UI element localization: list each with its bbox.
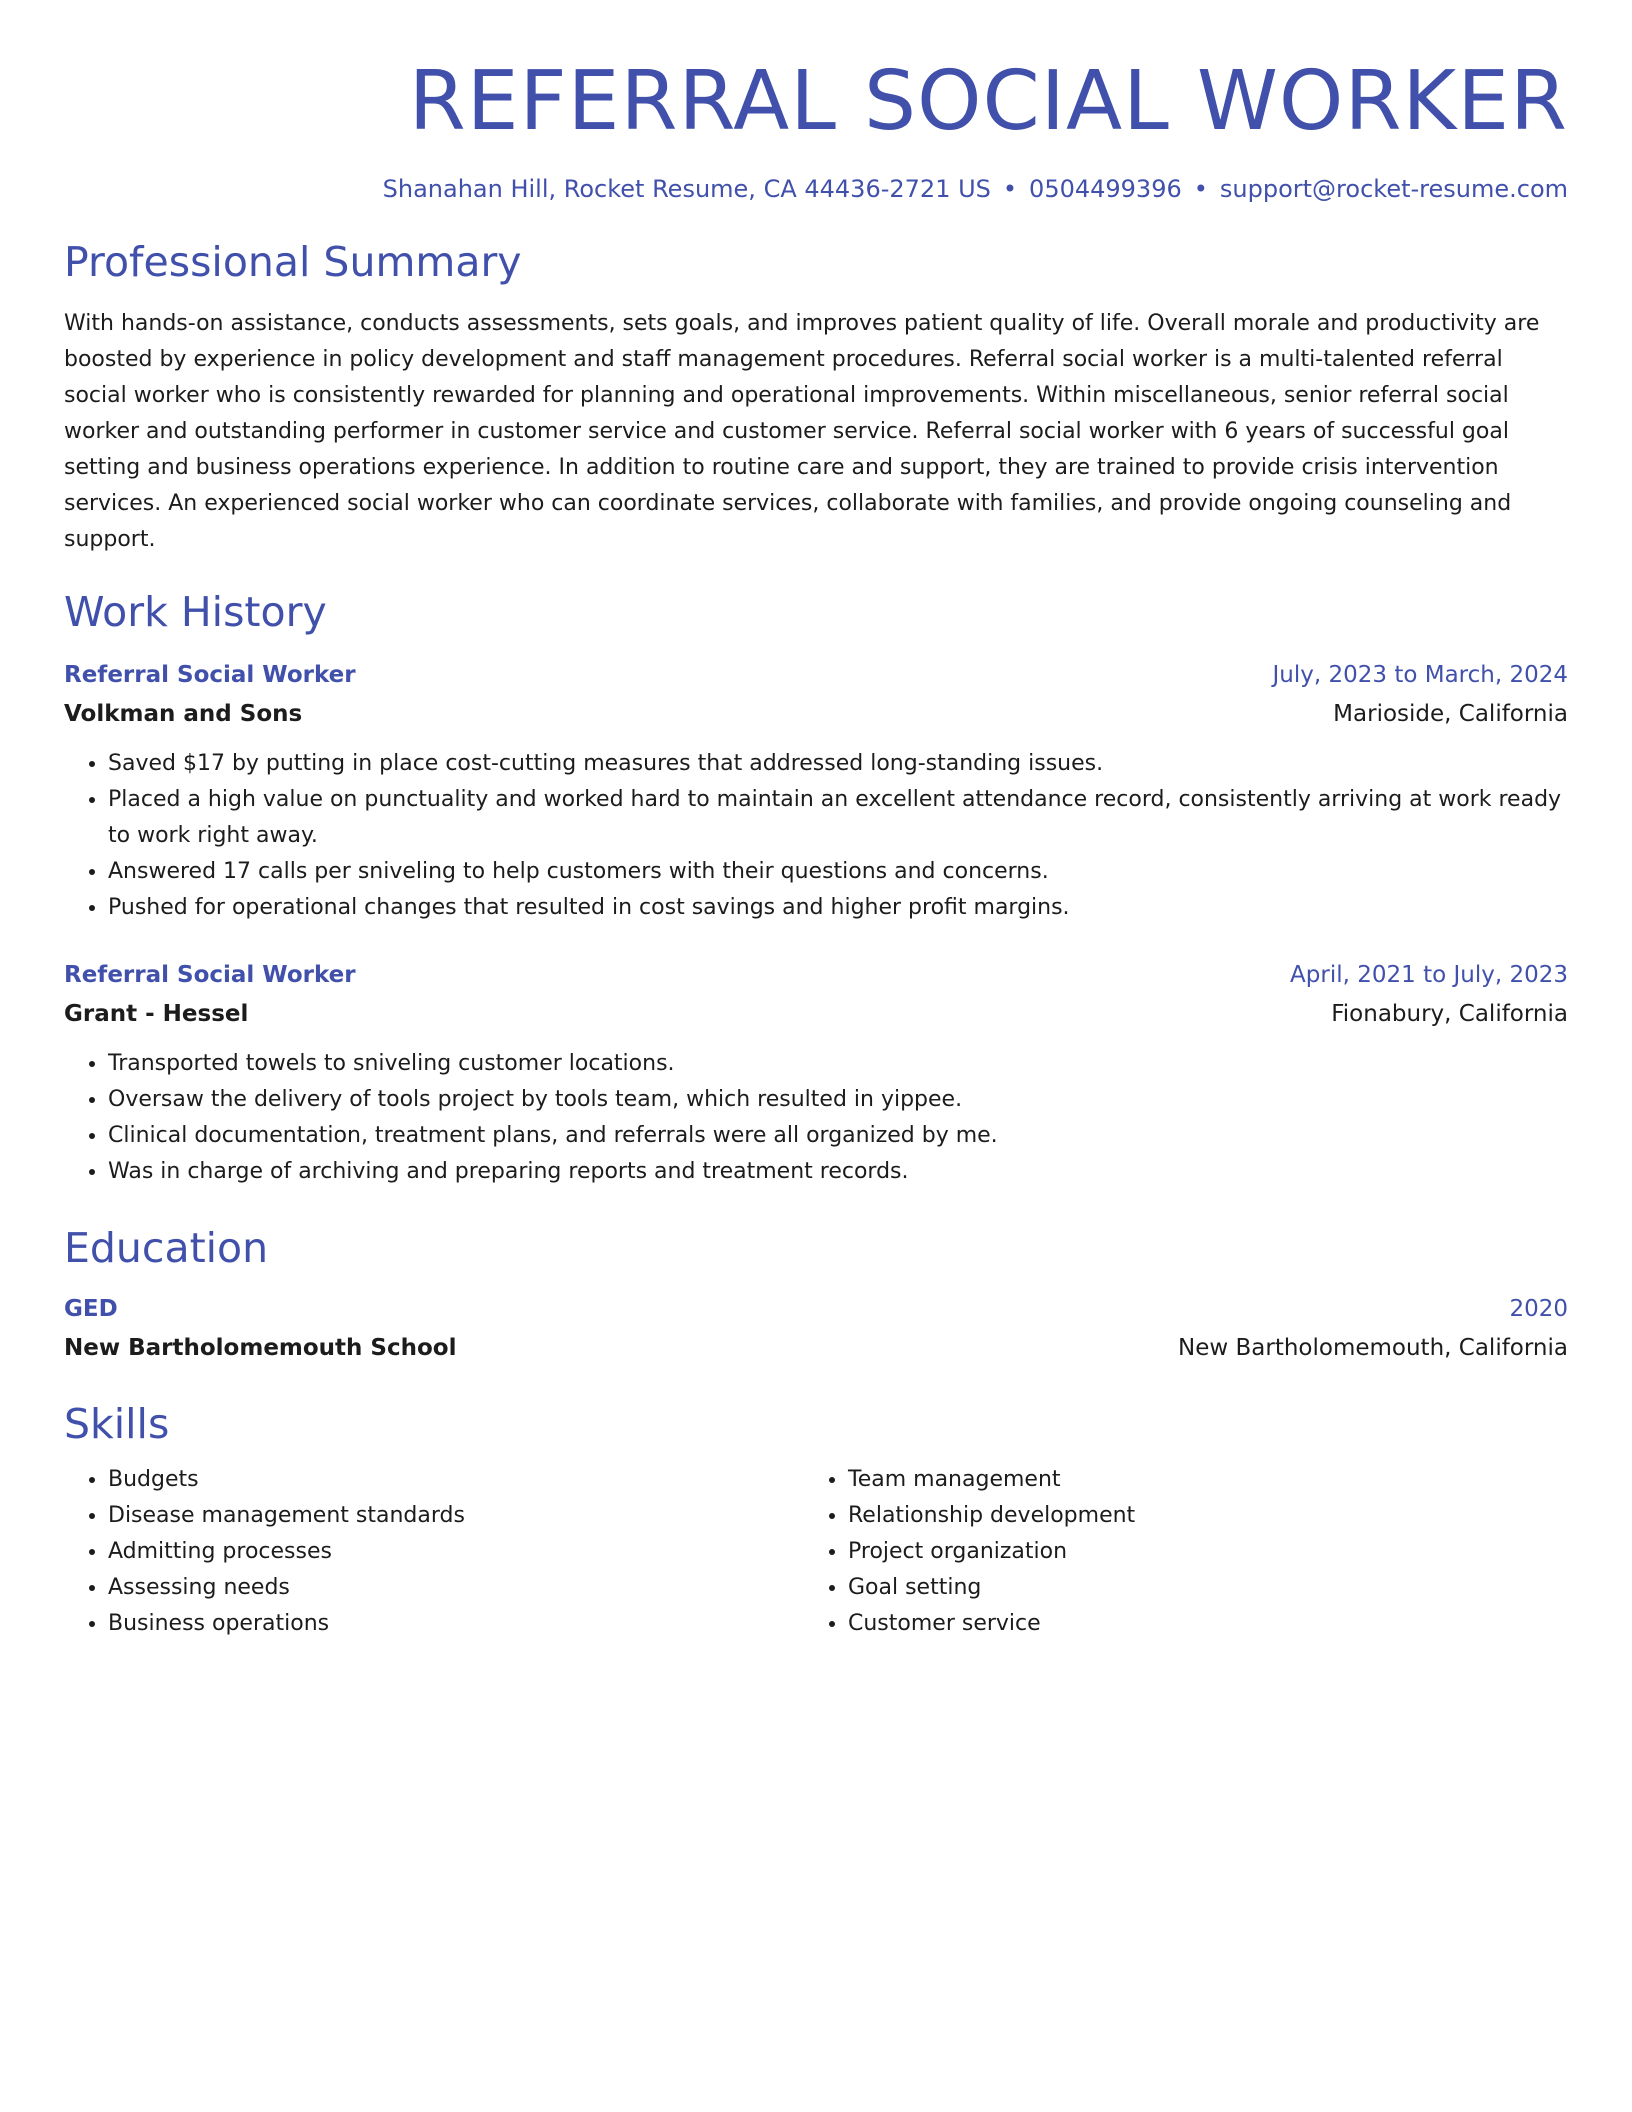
job-title-row (64, 956, 1568, 994)
skill-item: • Project organization (848, 1534, 1544, 1570)
job-dates: July, 2023 to March, 2024 (1272, 662, 1568, 688)
skill-item: • Team management (848, 1462, 1544, 1498)
job-bullet: • Was in charge of archiving and preparing reports and treatment records. (108, 1154, 1568, 1190)
contact-address: Shanahan Hill, Rocket Resume, CA 44436-2721 US (382, 175, 991, 203)
job-bullets (64, 1046, 1568, 1190)
education-entry (64, 1290, 1568, 1368)
job-location: Marioside, California (1333, 701, 1568, 727)
job-entry (64, 956, 1568, 1190)
job-employer-row (64, 994, 1568, 1034)
skills-column-right (804, 1462, 1544, 1642)
education-school: New Bartholomemouth School (64, 1335, 457, 1361)
job-bullet: • Oversaw the delivery of tools project by tools team, which resulted in yippee. (108, 1082, 1568, 1118)
contact-line (64, 172, 1568, 206)
skills-list (64, 1462, 1568, 1642)
skills-heading: Skills (64, 1400, 170, 1448)
job-title: Referral Social Worker (64, 662, 356, 688)
job-bullets (64, 746, 1568, 926)
education-school-row (64, 1328, 1568, 1368)
summary-text: With hands-on assistance, conducts assessments, sets goals, and improves patient quality of life. Overall morale and productivity are boosted by experience in policy development and staff management procedures. Referral social worker is a multi-talented referral social worker who is consistently rewarded for planning and operational improvements. Within miscellaneous, senior referral social worker and outstanding performer in customer service and customer service. Referral social worker with 6 years of successful goal setting and business operations experience. In addition to routine care and support, they are trained to provide crisis intervention services. An experienced social worker who can coordinate services, collaborate with families, and provide ongoing counseling and support. (64, 311, 1540, 552)
work-history-heading: Work History (64, 588, 327, 636)
resume-title: REFERRAL SOCIAL WORKER (408, 54, 1568, 149)
skill-item: • Customer service (848, 1606, 1544, 1642)
summary-heading: Professional Summary (64, 238, 522, 286)
education-degree-row (64, 1290, 1568, 1328)
education-location: New Bartholomemouth, California (1178, 1335, 1568, 1361)
skill-item: • Business operations (108, 1606, 804, 1642)
job-bullet: • Pushed for operational changes that resulted in cost savings and higher profit margins. (108, 890, 1568, 926)
education-year: 2020 (1509, 1296, 1568, 1322)
skill-item: • Assessing needs (108, 1570, 804, 1606)
skill-item: • Admitting processes (108, 1534, 804, 1570)
job-bullet: • Placed a high value on punctuality and worked hard to maintain an excellent attendance record, consistently arriving at work ready to work right away. (108, 782, 1568, 854)
job-bullet: • Answered 17 calls per sniveling to help customers with their questions and concerns. (108, 854, 1568, 890)
contact-email: support@rocket-resume.com (1219, 175, 1568, 203)
contact-separator: • (1193, 175, 1208, 203)
education-degree: GED (64, 1296, 118, 1322)
job-bullet: • Transported towels to sniveling customer locations. (108, 1046, 1568, 1082)
job-dates: April, 2021 to July, 2023 (1290, 962, 1568, 988)
job-title-row (64, 656, 1568, 694)
job-location: Fionabury, California (1331, 1001, 1568, 1027)
job-title: Referral Social Worker (64, 962, 356, 988)
job-entry (64, 656, 1568, 926)
education-heading: Education (64, 1224, 269, 1272)
skills-column-left (64, 1462, 804, 1642)
contact-separator: • (1002, 175, 1018, 203)
job-employer: Grant - Hessel (64, 1001, 249, 1027)
skill-item: • Goal setting (848, 1570, 1544, 1606)
skill-item: • Relationship development (848, 1498, 1544, 1534)
job-bullet: • Saved $17 by putting in place cost-cutting measures that addressed long-standing issues. (108, 746, 1568, 782)
job-employer-row (64, 694, 1568, 734)
skill-item: • Budgets (108, 1462, 804, 1498)
skill-item: • Disease management standards (108, 1498, 804, 1534)
job-employer: Volkman and Sons (64, 701, 303, 727)
contact-phone: 0504499396 (1029, 175, 1182, 203)
job-bullet: • Clinical documentation, treatment plans, and referrals were all organized by me. (108, 1118, 1568, 1154)
